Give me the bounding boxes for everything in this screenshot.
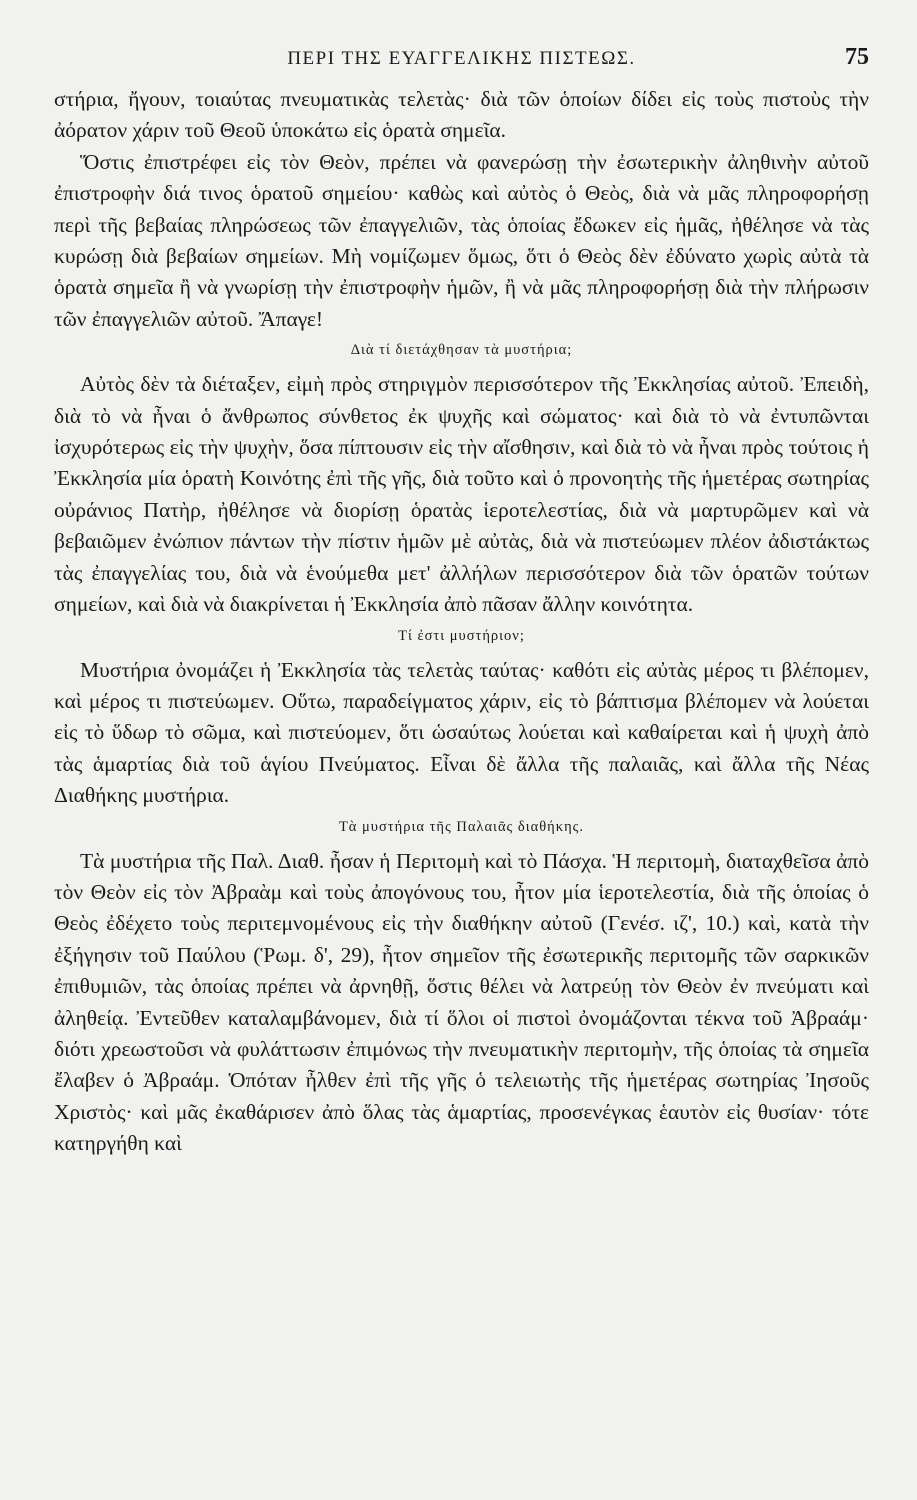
section-heading-what-is-mystery: Τί ἐστι μυστήριον;: [398, 627, 525, 644]
section-heading-old-testament: Τὰ μυστήρια τῆς Παλαιᾶς διαθήκης.: [338, 818, 585, 835]
paragraph-old-testament: Τὰ μυστήρια τῆς Παλ. Διαθ. ἦσαν ἡ Περιτομὴ καὶ τὸ Πάσχα. Ἡ περιτομὴ, διαταχθεῖσα ἀπὸ τὸν Θεὸν εἰς τὸν Ἀβραὰμ καὶ τοὺς ἀπογόνους του, ἦτον μία ἱεροτελεστία, διὰ τῆς ὁποίας ὁ Θεὸς ἐδέχετο τοὺς περιτεμνομένους εἰς τὴν διαθήκην αὐτοῦ (Γενέσ. ιζ', 10.) καὶ, κατὰ τὴν ἐξήγησιν τοῦ Παύλου (Ῥωμ. δ', 29), ἦτον σημεῖον τῆς ἐσωτερικῆς περιτομῆς τῶν σαρκικῶν ἐπιθυμιῶν, τὰς ὁποίας πρέπει νὰ ἀρνηθῇ, ὅστις θέλει νὰ λατρεύῃ τὸν Θεὸν ἐν πνεύματι καὶ ἀληθείᾳ. Ἐντεῦθεν καταλαμβάνομεν, διὰ τί ὅλοι οἱ πιστοὶ ὀνομάζονται τέκνα τοῦ Ἀβραάμ· διότι χρεωστοῦσι νὰ φυλάττωσιν ἐπιμόνως τὴν πνευματικὴν περιτομὴν, τῆς ὁποίας τὰ σημεῖα ἔλαβεν ὁ Ἀβραάμ. Ὁπόταν ἦλθεν ἐπὶ τῆς γῆς ὁ τελειωτὴς τῆς ἡμετέρας σωτηρίας Ἰησοῦς Χριστὸς· καὶ μᾶς ἐκαθάρισεν ἀπὸ ὅλας τὰς ἁμαρτίας, προσενέγκας ἑαυτὸν εἰς θυσίαν· τότε κατηργήθη καὶ: [54, 848, 869, 1156]
section-heading-why-ordained: Διὰ τί διετάχθησαν τὰ μυστήρια;: [350, 342, 573, 359]
paragraph-why-ordained: Αὐτὸς δὲν τὰ διέταξεν, εἰμὴ πρὸς στηριγμὸν περισσότερον τῆς Ἐκκλησίας αὐτοῦ. Ἐπειδὴ, διὰ τὸ νὰ ἦναι ὁ ἄνθρωπος σύνθετος ἐκ ψυχῆς καὶ σώματος· καὶ διὰ τὸ νὰ ἐντυπῶνται ἰσχυρότερως εἰς τὴν ψυχὴν, ὅσα πίπτουσιν εἰς τὴν αἴσθησιν, καὶ διὰ τὸ νὰ ἦναι πρὸς τούτοις ἡ Ἐκκλησία μία ὁρατὴ Κοινότης ἐπὶ τῆς γῆς, διὰ τοῦτο καὶ ὁ προνοητὴς τῆς ἡμετέρας σωτηρίας οὐράνιος Πατὴρ, ἠθέλησε νὰ διορίσῃ ὁρατὰς ἱεροτελεστίας, διὰ νὰ μαρτυρῶμεν καὶ νὰ βεβαιῶμεν ἐνώπιον πάντων τὴν πίστιν ἡμῶν μὲ αὐτὰς, διὰ νὰ πιστεύωμεν πλέον ἀδιστάκτως τὰς ἐπαγγελίας του, διὰ νὰ ἑνούμεθα μετ' ἀλλήλων περισσότερον διὰ τῶν ὁρατῶν τούτων σημείων, καὶ διὰ νὰ διακρίνεται ἡ Ἐκκλησία ἀπὸ πᾶσαν ἄλλην κοινότητα.: [54, 372, 869, 617]
paragraph-conversion: Ὅστις ἐπιστρέφει εἰς τὸν Θεὸν, πρέπει νὰ φανερώσῃ τὴν ἐσωτερικὴν ἀληθινὴν αὐτοῦ ἐπιστροφὴν διά τινος ὁρατοῦ σημείου· καθὼς καὶ αὐτὸς ὁ Θεὸς, διὰ νὰ μᾶς πληροφορήσῃ περὶ τῆς βεβαίας πληρώσεως τῶν ἐπαγγελιῶν, τὰς ὁποίας ἔδωκεν εἰς ἡμᾶς, ἠθέλησε νὰ τὰς κυρώσῃ διὰ βεβαίων σημείων. Μὴ νομίζωμεν ὅμως, ὅτι ὁ Θεὸς δὲν ἐδύνατο χωρὶς αὐτὰ τὰ ὁρατὰ σημεῖα ἢ νὰ γνωρίσῃ τὴν ἐπιστροφὴν ἡμῶν, ἢ νὰ μᾶς πληροφορήσῃ διὰ τὴν πλήρωσιν τῶν ἐπαγγελιῶν αὐτοῦ. Ἄπαγε!: [54, 149, 869, 331]
running-title: ΠΕΡΙ ΤΗΣ ΕΥΑΓΓΕΛΙΚΗΣ ΠΙΣΤΕΩΣ.: [287, 48, 636, 69]
running-head: [54, 44, 869, 84]
paragraph-what-is-mystery: Μυστήρια ὀνομάζει ἡ Ἐκκλησία τὰς τελετὰς ταύτας· καθότι εἰς αὐτὰς μέρος τι βλέπομεν, καὶ μέρος τι πιστεύωμεν. Οὕτω, παραδείγματος χάριν, εἰς τὸ βάπτισμα βλέπομεν νὰ λούεται εἰς τὸ ὕδωρ τὸ σῶμα, καὶ πιστεύομεν, ὅτι ὡσαύτως λούεται καὶ καθαίρεται καὶ ἡ ψυχὴ ἀπὸ τὰς ἁμαρτίας διὰ τοῦ ἁγίου Πνεύματος. Εἶναι δὲ ἄλλα τῆς παλαιᾶς, καὶ ἄλλα τῆς Νέας Διαθήκης μυστήρια.: [54, 657, 869, 808]
page-number: 75: [845, 44, 869, 70]
paragraph-continuation: στήρια, ἤγουν, τοιαύτας πνευματικὰς τελετὰς· διὰ τῶν ὁποίων δίδει εἰς τοὺς πιστοὺς τὴν ἀόρατον χάριν τοῦ Θεοῦ ὑποκάτω εἰς ὁρατὰ σημεῖα.: [54, 87, 869, 143]
